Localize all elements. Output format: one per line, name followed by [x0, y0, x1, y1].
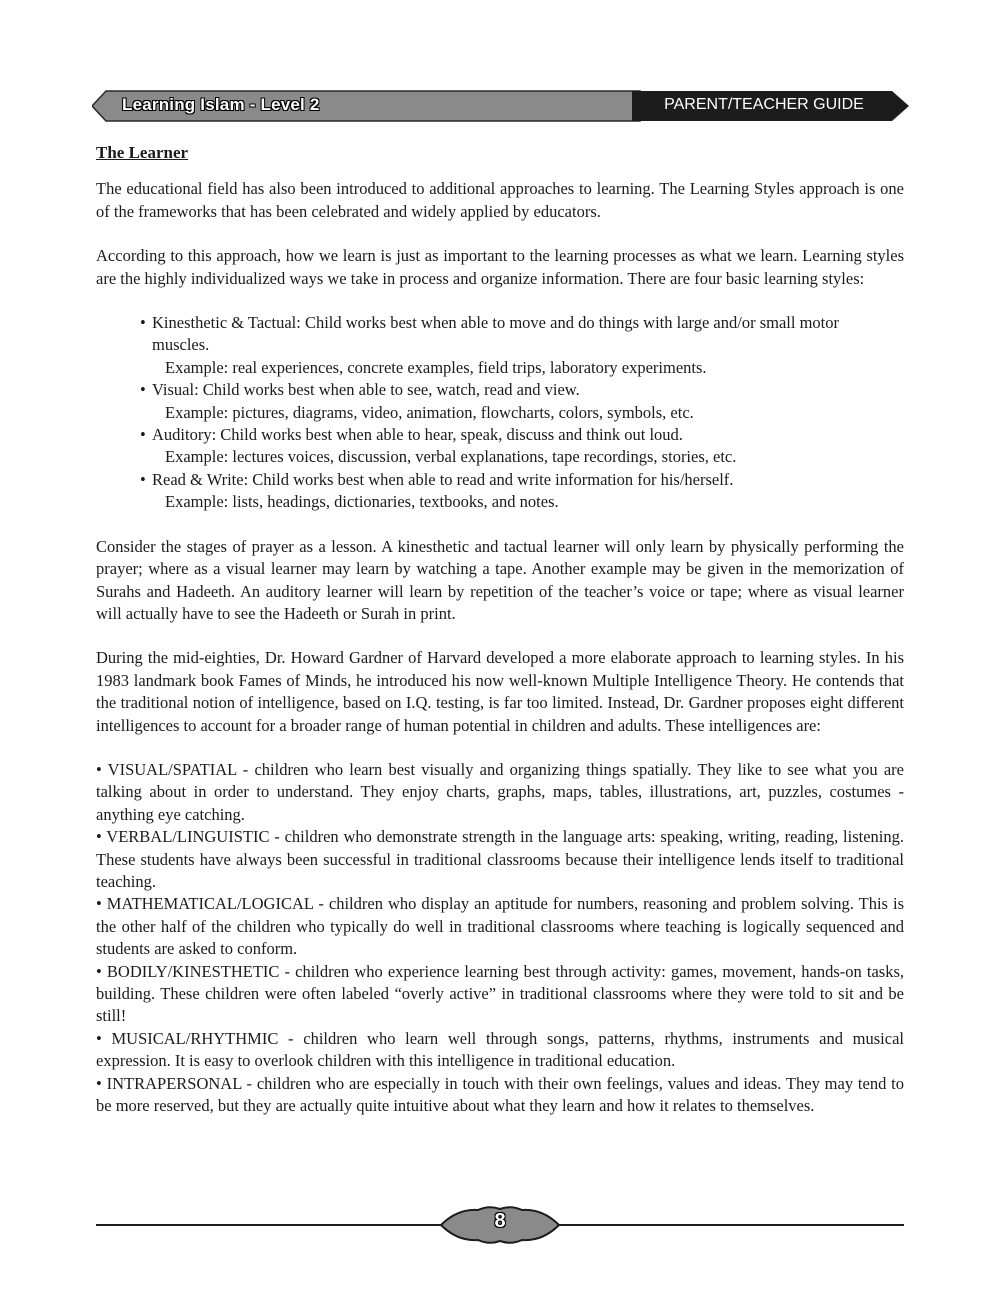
book-title: Learning Islam - Level 2 [122, 95, 320, 114]
style-example: Example: lectures voices, discussion, verbal explanations, tape recordings, stories, etc. [165, 447, 737, 467]
style-example: Example: lists, headings, dictionaries, textbooks, and notes. [165, 492, 559, 512]
style-example: Example: real experiences, concrete examples, field trips, laboratory experiments. [165, 357, 707, 377]
list-item: • MATHEMATICAL/LOGICAL - children who display an aptitude for numbers, reasoning and problem solving. This is the other half of the children who typically do well in traditional classrooms where teaching is logically sequenced and students are asked to conform. [96, 894, 904, 959]
page-header [92, 90, 910, 122]
style-example: Example: pictures, diagrams, video, animation, flowcharts, colors, symbols, etc. [165, 402, 694, 422]
list-item [140, 469, 840, 514]
list-item: • BODILY/KINESTHETIC - children who experience learning best through activity: games, movement, hands-on tasks, building. These children were often labeled “overly active” in traditional classrooms where they were told to sit and be still! [96, 961, 904, 1026]
intelligences-list [96, 759, 904, 1118]
learning-styles-paragraph: According to this approach, how we learn is just as important to the learning processes as what we learn. Learning styles are the highly individualized ways we take in process and organize information. There are four basic learning styles: [96, 246, 904, 288]
list-item: • MUSICAL/RHYTHMIC - children who learn well through songs, patterns, rhythms, instruments and musical expression. It is easy to overlook children with this intelligence in traditional education. [96, 1028, 904, 1071]
learning-styles-list [140, 312, 840, 514]
list-item [140, 312, 840, 379]
page-number: 8 [494, 1210, 506, 1232]
style-description: • Kinesthetic & Tactual: Child works best when able to move and do things with large and/or small motor muscles. [152, 313, 839, 355]
section-title: The Learner [96, 143, 189, 162]
guide-label: PARENT/TEACHER GUIDE [664, 96, 864, 113]
prayer-paragraph: Consider the stages of prayer as a lesson. A kinesthetic and tactual learner will only learn by physically performing the prayer; where as a visual learner may learn by watching a tape. Another example may be given in the memorization of Surahs and Hadeeth. An auditory learner will learn by repetition of the teacher’s voice or tape; where as visual learner will actually have to see the Hadeeth or Surah in print. [96, 536, 904, 623]
style-description: • Auditory: Child works best when able to hear, speak, discuss and think out loud. [152, 425, 683, 445]
gardner-paragraph: During the mid-eighties, Dr. Howard Gardner of Harvard developed a more elaborate approach to learning styles. In his 1983 landmark book Fames of Minds, he introduced his now well-known Multiple Intelligence Theory. He contends that the traditional notion of intelligence, based on I.Q. testing, is far too limited. Instead, Dr. Gardner proposes eight different intelligences to account for a broader range of human potential in children and adults. These intelligences are: [96, 648, 904, 735]
page-footer [96, 1206, 904, 1244]
list-item: • VERBAL/LINGUISTIC - children who demonstrate strength in the language arts: speaking, writing, reading, listening. These students have always been successful in traditional classrooms because their intelligence lends itself to traditional teaching. [96, 827, 904, 891]
list-item: • VISUAL/SPATIAL - children who learn best visually and organizing things spatially. They like to see what you are talking about in order to understand. They enjoy charts, graphs, maps, tables, illustrations, art, puzzles, costumes - anything eye catching. [96, 759, 904, 824]
list-item [140, 424, 840, 469]
list-item [140, 379, 840, 424]
intro-paragraph: The educational field has also been introduced to additional approaches to learning. The Learning Styles approach is one of the frameworks that has been celebrated and widely applied by educators. [96, 179, 904, 221]
style-description: • Visual: Child works best when able to see, watch, read and view. [152, 380, 580, 400]
style-description: • Read & Write: Child works best when able to read and write information for his/herself. [152, 469, 734, 489]
page-content [96, 142, 904, 1117]
list-item: • INTRAPERSONAL - children who are especially in touch with their own feelings, values and ideas. They may tend to be more reserved, but they are actually quite intuitive about what they learn and how it relates to themselves. [96, 1073, 904, 1116]
